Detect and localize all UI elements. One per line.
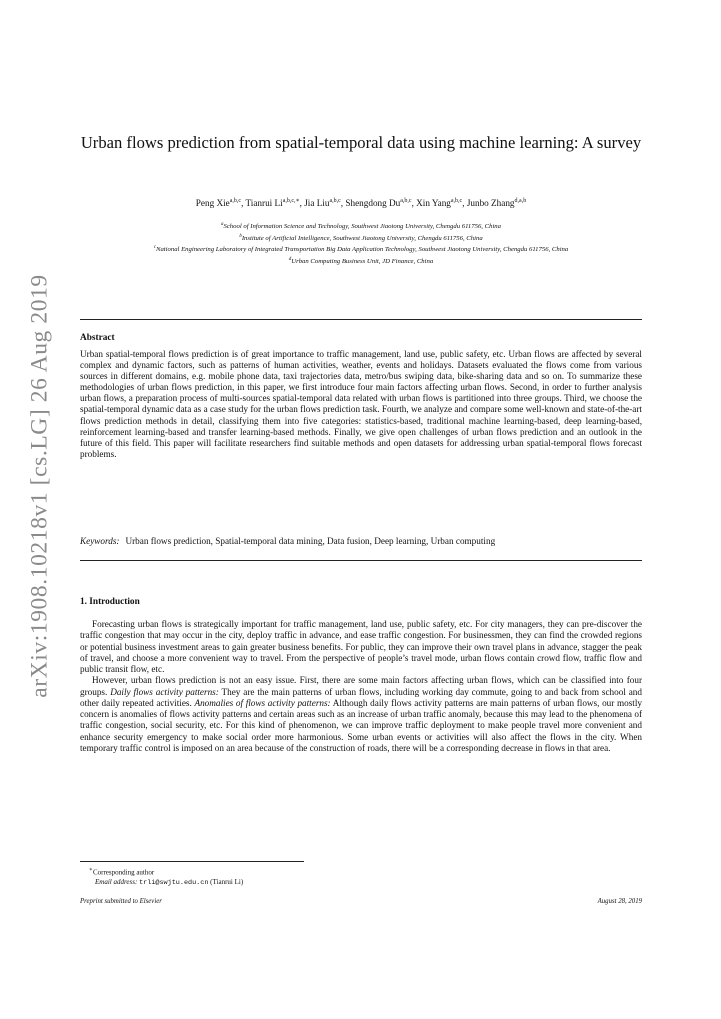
corresponding-author-note: Corresponding author [92,868,155,877]
submission-date: August 28, 2019 [597,898,642,905]
footnote-mark: ∗ [89,867,93,873]
affiliations [80,220,642,267]
intro-paragraph: However, urban flows prediction is not an easy issue. First, there are some main factors affecting urban flows, which can be classified into four groups. Daily flows activity patterns: They are the main patterns of urban flows, including working day commute, going to and back from school and other daily repeated activities. Anomalies of flows activity patterns: Although daily flows activity patterns are main patterns of urban flows, our mostly concern is anomalies of flows activity patterns and certain areas such as an increase of urban traffic anomaly, because this may lead to the phenomena of traffic congestion, social security, etc. For this kind of phenomenon, we can improve traffic deployment to make people travel more convenient and enhance security emergency to make social order more harmonious. Some urban events or activities will also affect the flows in the city. When temporary traffic control is imposed on an area because of the construction of roads, there will be a corresponding decrease in flows in that area. [80,675,642,753]
author: Tianrui $Li^{a,b,c,∗}$ [245,198,300,209]
email-label: Email address: [95,877,138,886]
introduction-body [80,619,642,754]
author: Peng Xie$^{a,b,c}$ [195,198,242,209]
author: Junbo Zhang$^{d,a,b}$ [466,198,527,209]
keywords-list: Urban flows prediction, Spatial-temporal data mining, Data fusion, Deep learning, Urban computing [125,536,496,546]
affiliation: $^b$Institute of Artificial Intelligence, Southwest Jiaotong University, Chengdu 611756, China [239,233,483,242]
abstract-top-rule [80,319,642,320]
footnote-rule [80,861,304,862]
affiliation: $^c$National Engineering Laboratory of Integrated Transportation Big Data Application Technology, Southwest Jiaotong University, Chengdu 611756, China [153,245,569,254]
keywords-label: Keywords: [80,536,120,546]
affiliation: $^d$Urban Computing Business Unit, JD Finance, China [288,256,434,266]
section-heading-introduction: 1. Introduction [80,597,140,607]
author: Jia Liu$^{a,b,c}$ [304,198,341,209]
paper-title: Urban flows prediction from spatial-temporal data using machine learning: A survey [80,133,642,152]
abstract-heading: Abstract [80,333,115,343]
footnote [80,866,243,888]
email-owner: (Tianrui Li) [210,877,244,886]
abstract-bottom-rule [80,560,642,561]
author: Shengdong Du$^{a,b,c}$ [345,198,412,209]
author: Xin Yang$^{a,b,c}$ [416,198,463,209]
preprint-note: Preprint submitted to Elsevier [80,898,162,905]
arxiv-id[interactable]: arXiv:1908.10218v1 [cs.LG] 26 Aug 2019 [26,274,53,698]
email-link[interactable]: trli@swjtu.edu.cn [139,878,209,887]
affiliation: $^a$School of Information Science and Technology, Southwest Jiaotong University, Chengdu 611756, China [220,222,501,231]
keywords [80,536,642,547]
intro-paragraph: Forecasting urban flows is strategically important for traffic management, land use, public safety, etc. For city managers, they can pre-discover the traffic congestion that may occur in the city, deploy traffic in advance, and ease traffic congestion. For businessmen, they can find the crowded regions or potential business investment areas to gain greater business benefits. For public, they can improve their own travel plans in advance, stagger the peak of travel, and choose a more convenient way to travel. From the perspective of people’s travel mode, urban flows contain crowd flow, traffic flow and public transit flow, etc. [80,619,642,674]
abstract-text: Urban spatial-temporal flows prediction is of great importance to traffic management, land use, public safety, etc. Urban flows are affected by several complex and dynamic factors, such as patterns of human activities, weather, events and holidays. Datasets evaluated the flows come from various sources in different domains, e.g. mobile phone data, taxi trajectories data, metro/bus swiping data, bike-sharing data and so on. To summarize these methodologies of urban flows prediction, in this paper, we first introduce four main factors affecting urban flows. Second, in order to further analysis urban flows, a preparation process of multi-sources spatial-temporal data related with urban flows is partitioned into three groups. Third, we choose the spatial-temporal dynamic data as a case study for the urban flows prediction task. Fourth, we analyze and compare some well-known and state-of-the-art flows prediction methods in detail, classifying them into five categories: statistics-based, traditional machine learning-based, deep learning-based, reinforcement learning-based and transfer learning-based methods. Finally, we give open challenges of urban flows prediction and an outlook in the future of this field. This paper will facilitate researchers find suitable methods and open datasets for addressing urban spatial-temporal flows forecast problems. [80,349,642,459]
author-list: Peng Xie$^{a,b,c}$, Tianrui $Li^{a,b,c,∗}$, Jia Liu$^{a,b,c}$, Shengdong Du$^{a,b,c}$, Xin Yang$^{a,b,c}$, Junbo Zhang$^{d,a,b}$ [195,198,527,209]
